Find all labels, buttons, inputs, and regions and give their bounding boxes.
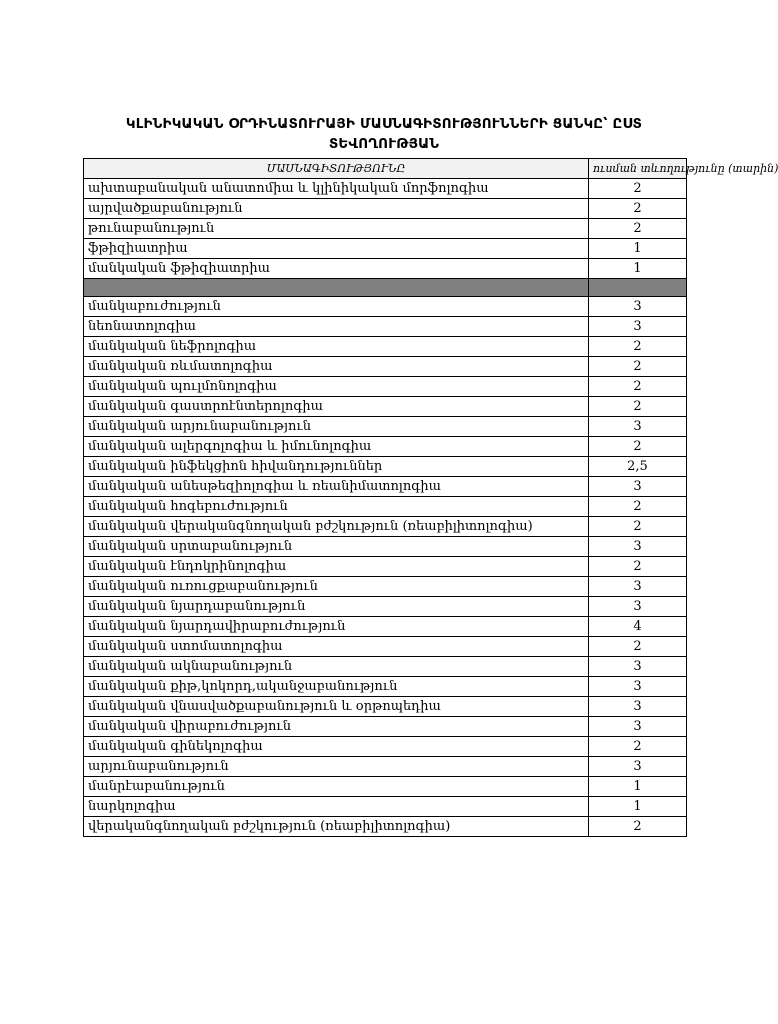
duration-years: 3 [589, 657, 687, 677]
duration-years: 3 [589, 317, 687, 337]
specialty-name: մանկաբուժություն [84, 297, 589, 317]
duration-years: 1 [589, 239, 687, 259]
specialty-name: մանկական վնասվածքաբանություն և օրթոպեդիա [84, 697, 589, 717]
table-row [84, 717, 687, 737]
title-line-1: ԿԼԻՆԻԿԱԿԱՆ ՕՐԴԻՆԱՏՈՒՐԱՅԻ ՄԱՍՆԱԳԻՏՈՒԹՅՈՒՆՆԵՐԻ ՑԱՆԿԸ՝ ԸՍՏ [125, 116, 643, 132]
table-row [84, 817, 687, 837]
duration-years: 2 [589, 437, 687, 457]
table-row [84, 497, 687, 517]
duration-years: 2 [589, 199, 687, 219]
specialty-name: մանկական ֆթիզիատրիա [84, 259, 589, 279]
table-row [84, 457, 687, 477]
table-row [84, 317, 687, 337]
duration-years: 3 [589, 717, 687, 737]
specialty-name: մանկական հոգեբուժություն [84, 497, 589, 517]
table-row [84, 477, 687, 497]
duration-years: 3 [589, 577, 687, 597]
table-row [84, 437, 687, 457]
specialty-name: մանկական անեսթեզիոլոգիա և ռեանիմատոլոգիա [84, 477, 589, 497]
table-row [84, 617, 687, 637]
duration-years: 2 [589, 179, 687, 199]
specialty-name: մանրէաբանություն [84, 777, 589, 797]
table-row [84, 239, 687, 259]
specialty-name: մանկական գինեկոլոգիա [84, 737, 589, 757]
specialty-name: ֆթիզիատրիա [84, 239, 589, 259]
table-row [84, 219, 687, 239]
duration-years: 2 [589, 637, 687, 657]
title-line-2: ՏԵՎՈՂՈՒԹՅԱՆ [328, 136, 440, 152]
specialty-name: մանկական նյարդավիրաբուժություն [84, 617, 589, 637]
duration-years: 1 [589, 797, 687, 817]
duration-years: 4 [589, 617, 687, 637]
specialty-name: մանկական ինֆեկցիոն հիվանդություններ [84, 457, 589, 477]
table-row [84, 377, 687, 397]
specialty-name: մանկական էնդոկրինոլոգիա [84, 557, 589, 577]
table-header-row [84, 159, 687, 179]
table-row [84, 397, 687, 417]
table-row [84, 737, 687, 757]
specialty-name: մանկական ակնաբանություն [84, 657, 589, 677]
separator-cell [84, 279, 589, 297]
specialty-name: մանկական արյունաբանություն [84, 417, 589, 437]
duration-years: 2 [589, 357, 687, 377]
specialty-table [83, 158, 778, 837]
duration-years: 2 [589, 219, 687, 239]
table-row [84, 537, 687, 557]
specialty-name: նեոնատոլոգիա [84, 317, 589, 337]
duration-years: 2 [589, 377, 687, 397]
duration-years: 2 [589, 817, 687, 837]
table-row [84, 357, 687, 377]
duration-years: 2,5 [589, 457, 687, 477]
specialty-name: արյունաբանություն [84, 757, 589, 777]
duration-years: 2 [589, 337, 687, 357]
table-row [84, 577, 687, 597]
duration-years: 3 [589, 297, 687, 317]
specialty-name: այրվածքաբանություն [84, 199, 589, 219]
specialty-name: մանկական քիթ,կոկորդ,ականջաբանություն [84, 677, 589, 697]
specialty-name: մանկական վիրաբուժություն [84, 717, 589, 737]
duration-years: 3 [589, 417, 687, 437]
table-row [84, 777, 687, 797]
specialty-name: մանկական պուլմոնոլոգիա [84, 377, 589, 397]
specialty-name: մանկական ուռուցքաբանություն [84, 577, 589, 597]
table-row [84, 259, 687, 279]
specialty-name: թունաբանություն [84, 219, 589, 239]
specialty-name: մանկական սրտաբանություն [84, 537, 589, 557]
table-body [84, 179, 687, 837]
document-title [84, 114, 684, 154]
separator-cell [589, 279, 687, 297]
specialty-name: մանկական գաստրոէնտերոլոգիա [84, 397, 589, 417]
header-duration: ուսման տևողությունը (տարին) [589, 159, 687, 179]
table-row [84, 797, 687, 817]
table-row [84, 517, 687, 537]
table-row [84, 337, 687, 357]
table-row [84, 179, 687, 199]
duration-years: 2 [589, 557, 687, 577]
duration-years: 3 [589, 697, 687, 717]
specialty-name: մանկական ալերգոլոգիա և իմունոլոգիա [84, 437, 589, 457]
table-row [84, 657, 687, 677]
duration-years: 2 [589, 737, 687, 757]
header-specialty: ՄԱՍՆԱԳԻՏՈՒԹՅՈՒՆԸ [84, 159, 589, 179]
table-row [84, 597, 687, 617]
duration-years: 3 [589, 757, 687, 777]
specialty-name: ախտաբանական անատոմիա և կլինիկական մորֆոլոգիա [84, 179, 589, 199]
table-row [84, 557, 687, 577]
duration-years: 3 [589, 597, 687, 617]
specialty-name: նարկոլոգիա [84, 797, 589, 817]
table-row [84, 297, 687, 317]
table-row [84, 757, 687, 777]
specialty-name: վերականգնողական բժշկություն (ռեաբիլիտոլոգիա) [84, 817, 589, 837]
table-row [84, 697, 687, 717]
group-separator-row [84, 279, 687, 297]
duration-years: 3 [589, 537, 687, 557]
specialty-name: մանկական ստոմատոլոգիա [84, 637, 589, 657]
specialty-name: մանկական վերականգնողական բժշկություն (ռեաբիլիտոլոգիա) [84, 517, 589, 537]
table-row [84, 677, 687, 697]
specialty-name: մանկական ռևմատոլոգիա [84, 357, 589, 377]
duration-years: 3 [589, 477, 687, 497]
table-row [84, 417, 687, 437]
specialty-name: մանկական նեֆրոլոգիա [84, 337, 589, 357]
table-row [84, 199, 687, 219]
table-row [84, 637, 687, 657]
specialty-name: մանկական նյարդաբանություն [84, 597, 589, 617]
duration-years: 2 [589, 517, 687, 537]
duration-years: 2 [589, 497, 687, 517]
duration-years: 1 [589, 259, 687, 279]
duration-years: 2 [589, 397, 687, 417]
duration-years: 3 [589, 677, 687, 697]
duration-years: 1 [589, 777, 687, 797]
